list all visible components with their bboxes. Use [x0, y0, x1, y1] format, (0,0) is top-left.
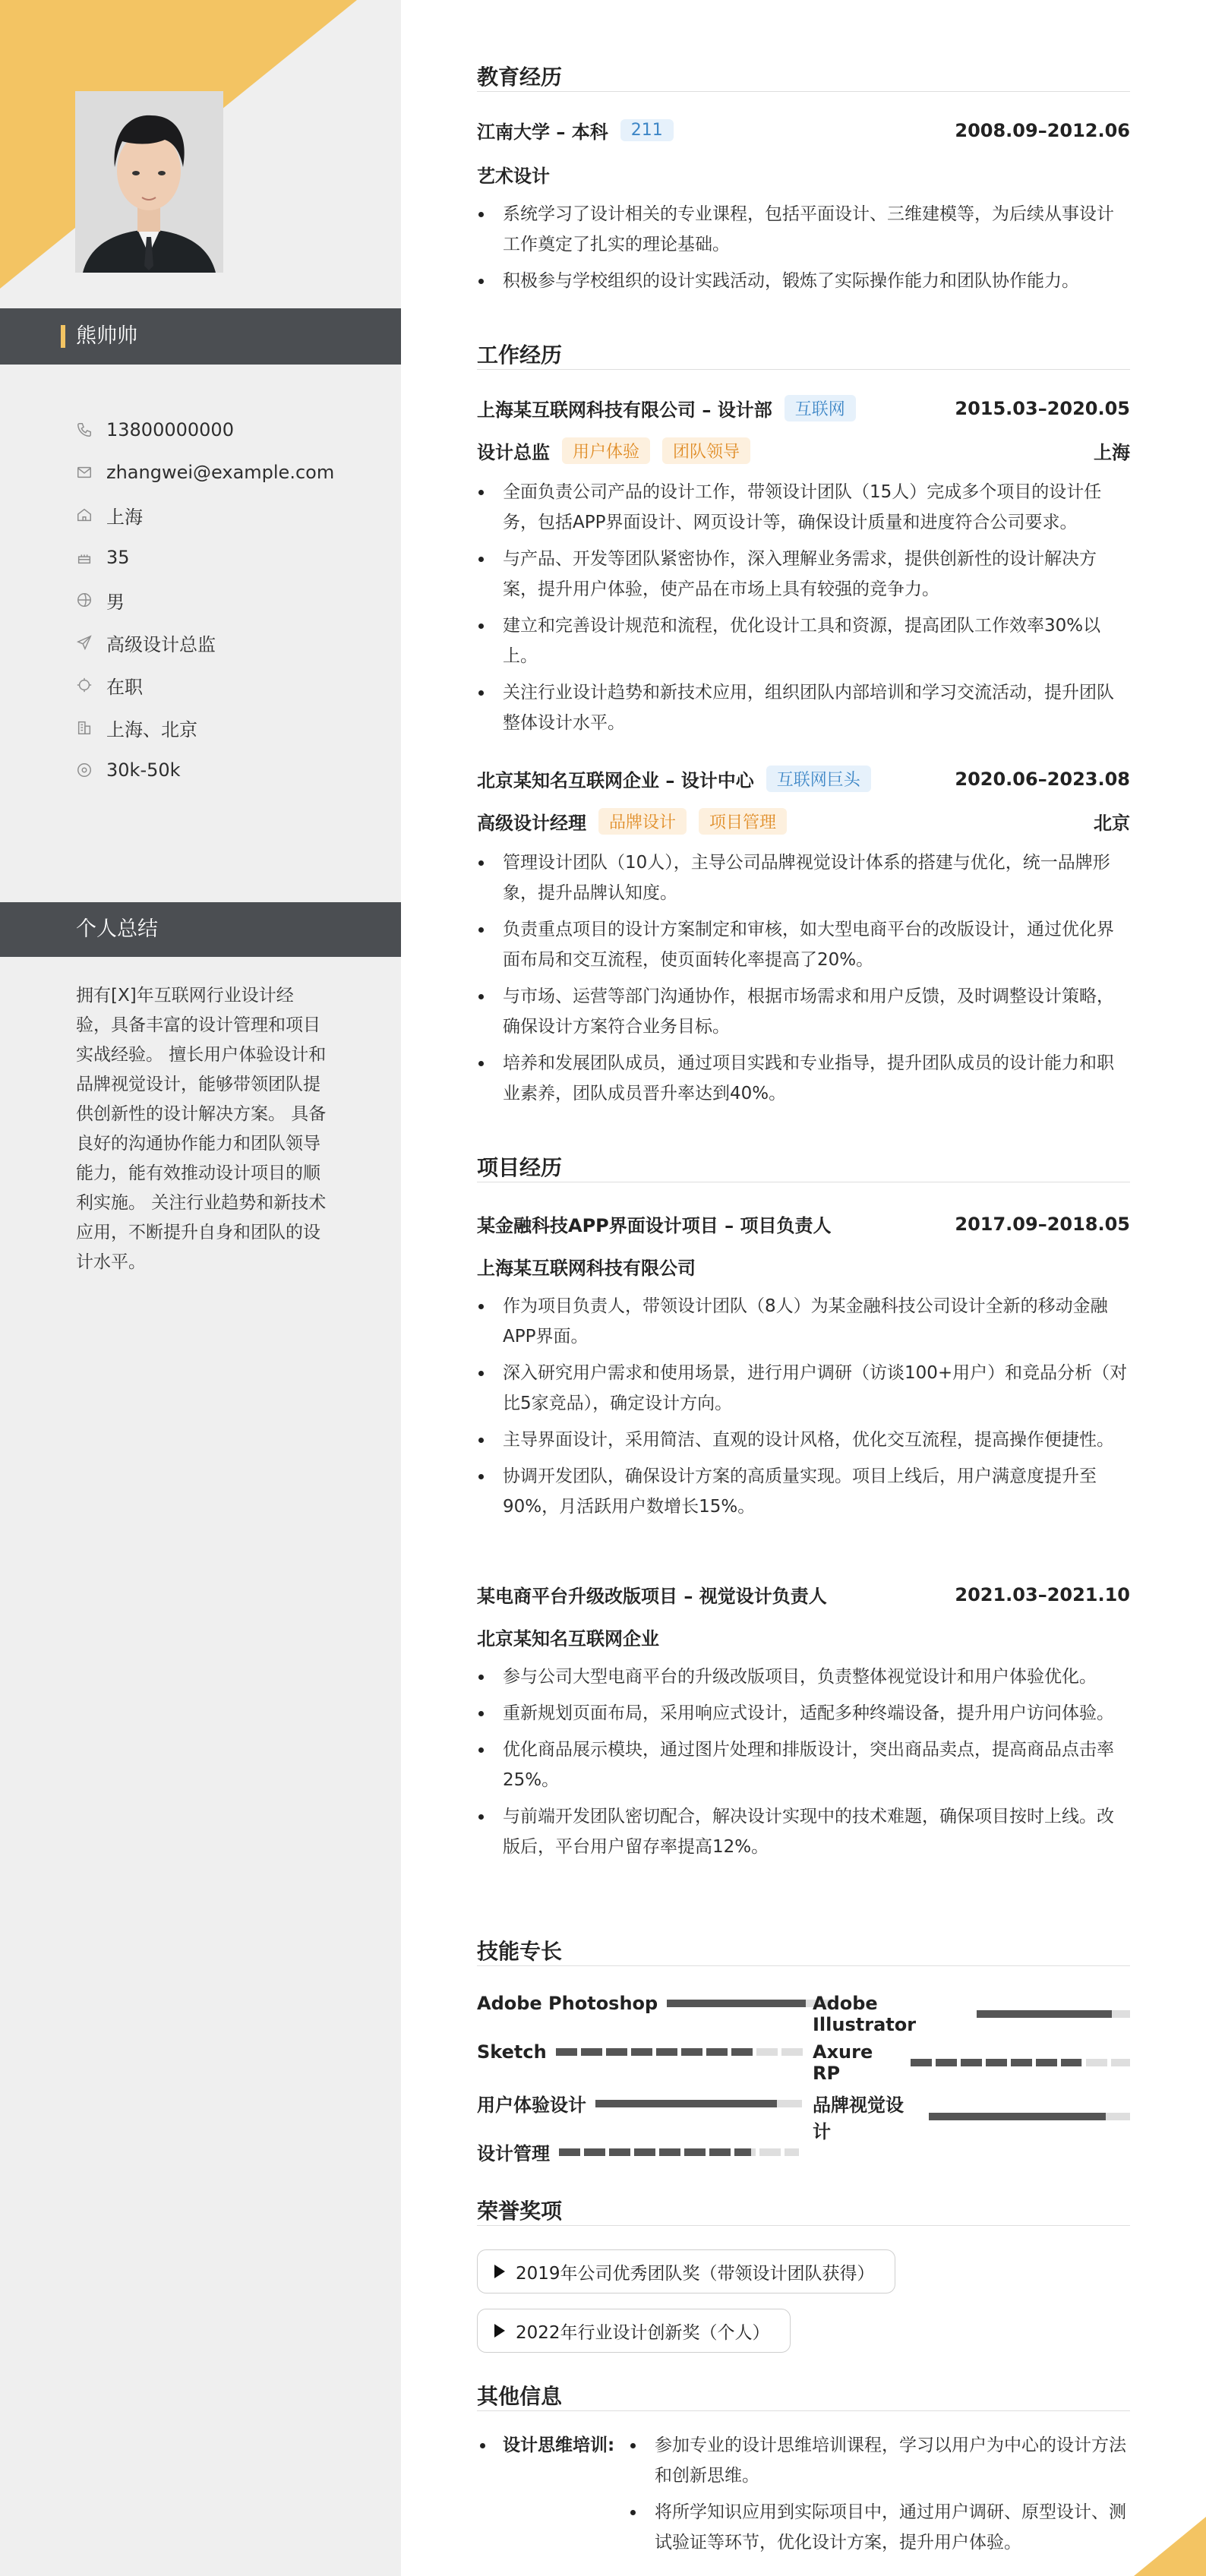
- contact-salary-text: 30k-50k: [106, 759, 181, 781]
- job-1-industry: 互联网: [785, 395, 856, 421]
- contact-salary: [76, 749, 380, 791]
- other-divider: [477, 2410, 1130, 2411]
- skill-photoshop: [477, 1993, 830, 2014]
- skill-bar-fill: [559, 2148, 751, 2156]
- education-major-row: [477, 161, 1130, 188]
- education-period: 2008.09–2012.06: [955, 119, 1130, 141]
- list-item: 关注行业设计趋势和新技术应用，组织团队内部培训和学习交流活动，提升团队整体设计水平。: [477, 677, 1130, 738]
- contact-position: [76, 621, 380, 664]
- list-item: 重新规划页面布局，采用响应式设计，适配多种终端设备，提升用户访问体验。: [477, 1698, 1130, 1728]
- job-2-company: 北京某知名互联网企业 – 设计中心: [477, 770, 754, 791]
- list-item: 与产品、开发等团队紧密协作，深入理解业务需求，提供创新性的设计解决方案，提升用户体验，使产品在市场上具有较强的竞争力。: [477, 544, 1130, 605]
- gender-icon: [76, 592, 93, 608]
- job-1-company: 上海某互联网科技有限公司 – 设计部: [477, 399, 772, 421]
- status-icon: [76, 677, 93, 693]
- skills-divider: [477, 1965, 1130, 1966]
- job-1-bullets: [477, 477, 1130, 744]
- skill-bar-fill: [911, 2059, 1081, 2066]
- education-bullets: [477, 199, 1130, 302]
- skill-bar-fill: [977, 2010, 1112, 2018]
- decorative-corner-bottom: [1134, 2517, 1206, 2576]
- project-2-bullets: [477, 1662, 1130, 1868]
- skill-bar: [556, 2048, 807, 2056]
- project-1-period: 2017.09–2018.05: [955, 1213, 1130, 1235]
- position-icon: [76, 634, 93, 651]
- contact-city: [76, 706, 380, 749]
- job-1-role-row: [477, 437, 1130, 464]
- education-school: 江南大学 – 本科: [477, 122, 608, 143]
- project-1-org: 上海某互联网科技有限公司: [477, 1258, 696, 1279]
- award-item-1[interactable]: [477, 2249, 895, 2293]
- skill-bar-fill: [556, 2048, 756, 2056]
- play-icon: [494, 2265, 505, 2278]
- other-title: 其他信息: [477, 2384, 563, 2409]
- mail-icon: [76, 464, 93, 481]
- project-1-org-row: [477, 1253, 1130, 1280]
- list-item: 建立和完善设计规范和流程，优化设计工具和资源，提高团队工作效率30%以上。: [477, 611, 1130, 671]
- education-title: 教育经历: [477, 65, 563, 90]
- summary-title: 个人总结: [76, 917, 158, 941]
- list-item: 管理设计团队（10人），主导公司品牌视觉设计体系的搭建与优化，统一品牌形象，提升品牌认知度。: [477, 848, 1130, 908]
- list-item: 参与公司大型电商平台的升级改版项目，负责整体视觉设计和用户体验优化。: [477, 1662, 1130, 1692]
- job-2-period: 2020.06–2023.08: [955, 768, 1130, 790]
- skills-title: 技能专长: [477, 1939, 563, 1964]
- sidebar: [0, 0, 401, 2576]
- skill-name: Sketch: [477, 2041, 547, 2063]
- list-item: 优化商品展示模块，通过图片处理和排版设计，突出商品卖点，提高商品点击率25%。: [477, 1735, 1130, 1795]
- project-1-bullets: [477, 1291, 1130, 1528]
- job-1-tag-2: 团队领导: [662, 437, 750, 464]
- contact-email-text: zhangwei@example.com: [106, 462, 335, 483]
- contact-phone-text: 13800000000: [106, 419, 234, 440]
- contact-email: [76, 451, 380, 494]
- projects-title: 项目经历: [477, 1155, 563, 1180]
- job-1-role: 设计总监: [477, 442, 550, 463]
- skill-illustrator: [813, 1993, 1130, 2035]
- job-1-header: [477, 395, 1130, 421]
- list-item: 全面负责公司产品的设计工作，带领设计团队（15人）完成多个项目的设计任务，包括APP界面设计、网页设计等，确保设计质量和进度符合公司要求。: [477, 477, 1130, 538]
- job-2-header: [477, 766, 1130, 792]
- summary-text: 拥有[X]年互联网行业设计经验，具备丰富的设计管理和项目实战经验。 擅长用户体验设计和品牌视觉设计，能够带领团队提供创新性的设计解决方案。 具备良好的沟通协作能力和团队领导能力，能有效推动设计项目的顺利实施。 关注行业趋势和新技术应用，不断提升自身和团队的设计水平。: [76, 986, 327, 1272]
- list-item: 深入研究用户需求和使用场景，进行用户调研（访谈100+用户）和竞品分析（对比5家竞品），确定设计方向。: [477, 1358, 1130, 1419]
- person-name: 熊帅帅: [76, 324, 137, 348]
- list-item: 培养和发展团队成员，通过项目实践和专业指导，提升团队成员的设计能力和职业素养，团队成员晋升率达到40%。: [477, 1048, 1130, 1109]
- city-icon: [76, 719, 93, 736]
- list-item: 将所学知识应用到实际项目中，通过用户调研、原型设计、测试验证等环节，优化设计方案，提升用户体验。: [629, 2497, 1130, 2558]
- skill-bar-fill: [929, 2113, 1106, 2120]
- list-item: 参加专业的设计思维培训课程，学习以用户为中心的设计方法和创新思维。: [629, 2430, 1130, 2491]
- skill-bar-fill: [595, 2100, 777, 2107]
- job-2-city: 北京: [1094, 813, 1130, 834]
- skill-bar: [559, 2148, 799, 2156]
- skill-axure: [813, 2041, 1130, 2084]
- list-item: 主导界面设计，采用简洁、直观的设计风格，优化交互流程，提高操作便捷性。: [477, 1425, 1130, 1455]
- age-icon: [76, 549, 93, 566]
- list-item: 与前端开发团队密切配合，解决设计实现中的技术难题，确保项目按时上线。改版后，平台用户留存率提高12%。: [477, 1801, 1130, 1862]
- phone-icon: [76, 421, 93, 438]
- contact-location: [76, 494, 380, 536]
- job-1-tag-1: 用户体验: [562, 437, 650, 464]
- contact-location-text: 上海: [106, 506, 143, 528]
- job-2-bullets: [477, 848, 1130, 1115]
- list-item: 协调开发团队，确保设计方案的高质量实现。项目上线后，用户满意度提升至90%，月活跃用户数增长15%。: [477, 1461, 1130, 1522]
- play-icon: [494, 2324, 505, 2338]
- award-label: 2022年行业设计创新奖（个人）: [516, 2322, 770, 2343]
- skill-bar: [911, 2059, 1130, 2066]
- skill-bar: [667, 2000, 830, 2007]
- project-2-org: 北京某知名互联网企业: [477, 1628, 659, 1649]
- contact-gender: [76, 579, 380, 621]
- contact-status: [76, 664, 380, 706]
- contact-age-text: 35: [106, 547, 130, 568]
- list-item: 系统学习了设计相关的专业课程，包括平面设计、三维建模等，为后续从事设计工作奠定了扎实的理论基础。: [477, 199, 1130, 260]
- skill-bar: [929, 2113, 1130, 2120]
- contact-position-text: 高级设计总监: [106, 633, 216, 655]
- contact-city-text: 上海、北京: [106, 718, 197, 740]
- skill-design-management: [477, 2139, 799, 2165]
- project-2-org-row: [477, 1624, 1130, 1650]
- home-icon: [76, 507, 93, 523]
- name-accent: [61, 325, 65, 348]
- project-2-name: 某电商平台升级改版项目 – 视觉设计负责人: [477, 1586, 827, 1607]
- education-major: 艺术设计: [477, 166, 550, 187]
- other-label: 设计思维培训:: [503, 2430, 614, 2461]
- list-item: 作为项目负责人，带领设计团队（8人）为某金融科技公司设计全新的移动金融APP界面。: [477, 1291, 1130, 1352]
- work-divider: [477, 369, 1130, 370]
- awards-title: 荣誉奖项: [477, 2199, 563, 2224]
- work-title: 工作经历: [477, 343, 563, 368]
- skill-name: Adobe Photoshop: [477, 1993, 658, 2014]
- contact-gender-text: 男: [106, 591, 125, 613]
- list-item: 负责重点项目的设计方案制定和审核，如大型电商平台的改版设计，通过优化界面布局和交互流程，使页面转化率提高了20%。: [477, 914, 1130, 975]
- contact-phone: [76, 409, 380, 451]
- other-bullets: [629, 2430, 1130, 2564]
- skill-name: 用户体验设计: [477, 2095, 586, 2116]
- summary-bar: [0, 902, 401, 957]
- list-item: 与市场、运营等部门沟通协作，根据市场需求和用户反馈，及时调整设计策略，确保设计方案符合业务目标。: [477, 981, 1130, 1042]
- education-tag: 211: [620, 119, 674, 141]
- contact-age: [76, 536, 380, 579]
- skill-name: Axure RP: [813, 2041, 873, 2084]
- salary-icon: [76, 762, 93, 778]
- skill-name: 品牌视觉设计: [813, 2095, 904, 2142]
- skill-name: 设计管理: [477, 2143, 550, 2164]
- job-2-industry: 互联网巨头: [766, 766, 871, 792]
- education-divider: [477, 91, 1130, 92]
- project-1-header: [477, 1211, 1130, 1237]
- name-bar: [0, 308, 401, 365]
- skill-ux-design: [477, 2090, 802, 2117]
- skill-bar: [977, 2010, 1130, 2018]
- project-1-name: 某金融科技APP界面设计项目 – 项目负责人: [477, 1215, 832, 1236]
- skill-sketch: [477, 2041, 807, 2063]
- profile-photo: [75, 91, 223, 273]
- skill-name: Adobe Illustrator: [813, 1993, 917, 2035]
- education-header: [477, 117, 1130, 144]
- job-1-city: 上海: [1094, 442, 1130, 463]
- awards-divider: [477, 2225, 1130, 2226]
- award-label: 2019年公司优秀团队奖（带领设计团队获得）: [516, 2263, 875, 2284]
- job-2-tag-2: 项目管理: [699, 808, 787, 835]
- contact-status-text: 在职: [106, 676, 143, 698]
- job-2-tag-1: 品牌设计: [598, 808, 687, 835]
- job-2-role-row: [477, 808, 1130, 835]
- skill-bar: [595, 2100, 802, 2107]
- project-2-header: [477, 1581, 1130, 1608]
- project-2-period: 2021.03–2021.10: [955, 1583, 1130, 1605]
- skill-bar-fill: [667, 2000, 806, 2007]
- skill-brand-visual: [813, 2090, 1130, 2143]
- list-item: 积极参与学校组织的设计实践活动，锻炼了实际操作能力和团队协作能力。: [477, 266, 1130, 296]
- job-2-role: 高级设计经理: [477, 813, 586, 834]
- award-item-2[interactable]: [477, 2309, 791, 2353]
- job-1-period: 2015.03–2020.05: [955, 397, 1130, 419]
- contact-list: [76, 409, 380, 791]
